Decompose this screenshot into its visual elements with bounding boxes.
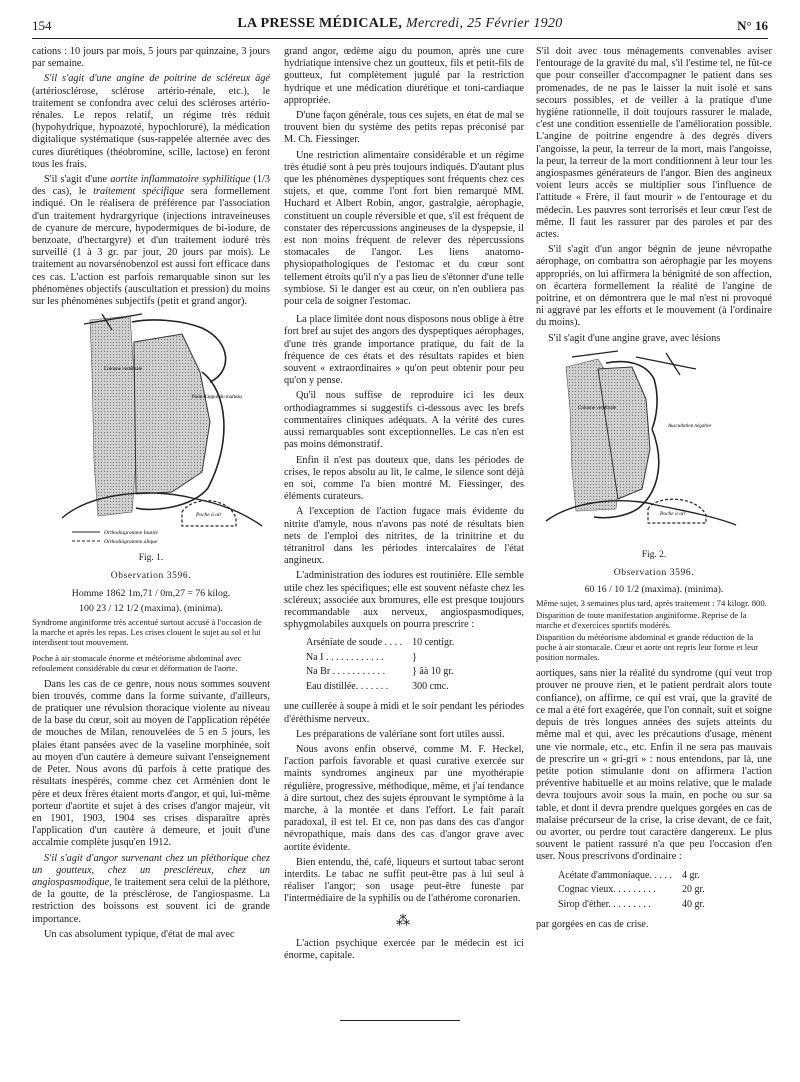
rx-name: Arséniate de soude . . . .: [306, 637, 403, 649]
paragraph: [32, 174, 270, 308]
rx-dose: 20 gr.: [681, 884, 705, 896]
label-poche: Poche à air: [196, 512, 222, 519]
journal-name: LA PRESSE MÉDICALE,: [237, 16, 403, 31]
column-3: [536, 46, 772, 934]
label-poche: Poche à air: [660, 510, 686, 517]
prescription-row: [554, 870, 709, 883]
paragraph: S'il s'agit d'une angine grave, avec lésions: [548, 332, 721, 344]
figure-2: [536, 349, 772, 545]
rx-name: Sirop d'éther. . . . . . . . .: [558, 898, 651, 910]
observation-1-note-1: Syndrome anginiforme très accentué surtout accusé à l'occasion de la marche et après les repas. Les crises clouent le sujet au sol et lui interdisent tout mouvement.: [32, 616, 262, 647]
paragraph: Une restriction alimentaire considérable et un régime très étudié sont à peu près toujours indiqués. D'autant plus que les phénomènes dyspeptiques sont fréquents chez ces sujets, et que, comme l'ont fort bien remarqué MM. Huchard et Albert Robin, angor, gastralgie, aérophagie, constituent un couple réversible et que, s'il est fréquent de constater des répercussions angineuses de la dyspepsie, il est non moins fréquent de relever des répercussions stomacales de l'angor. Les liens anatomo-physiopathologiques de l'estomac et du cœur sont tellement étroits qu'il n'y a pas lieu de s'étonner d'une telle symbiose. Si le danger est au cœur, on n'en oubliera pas pour cela de soigner l'estomac.: [284, 149, 524, 308]
observation-1-formula-2: 100 23 / 12 1/2 (maxima). (minima).: [79, 602, 223, 614]
prescription-2: [552, 868, 711, 914]
label-auscultation: Auscultation négative: [668, 423, 712, 429]
rx-dose: 300 cmc.: [412, 680, 449, 692]
issue-date: Mercredi, 25 Février 1920: [402, 16, 563, 31]
italic-term: aortite inflammatoire syphilitique: [110, 174, 251, 186]
paragraph: D'une façon générale, tous ces sujets, en état de mal se trouvent bien du système des petits repas préconisé par M. Ch. Fiessinger.: [284, 110, 524, 146]
footer-rule: [340, 1020, 460, 1021]
text: S'il s'agit d'une: [44, 174, 111, 186]
label-colonne: Colonne vertébrale: [578, 405, 617, 411]
rx-dose: 40 gr.: [681, 898, 705, 910]
italic-lead: S'il s'agit d'une angine de poitrine de scléreux âgé: [44, 73, 270, 85]
text: sera formellement indiqué. On le réalisera de préférence par l'association d'un traitement hydrargyrique (injections intraveineuses de cyanure de mercure, hypodermiques de bi-iodure, de benzoate, d'hectargyre) et d'un traitement ioduré très surveillé (1 à 3 gr. par jour, 20 jours par mois). Le traitement au novarsénobenzol est aussi fort efficace dans ces cas. L'action est parfois remarquable sinon sur les phénomènes objectifs (auscultation et pression) du moins sur les phénomènes subjectifs (petit et grand angor).: [32, 186, 270, 308]
legend-2: Orthodiagramme alique: [104, 539, 158, 546]
figure-2-caption: Fig. 2.: [641, 549, 667, 560]
paragraph: une cuillerée à soupe à midi et le soir pendant les périodes d'éréthisme nerveux.: [284, 701, 524, 725]
figure-1: [32, 312, 270, 548]
paragraph: grand angor, œdème aigu du poumon, après une cure hydriatique intensive chez un goutteux, fils et petit-fils de goutteux, fut complètement jugulé par la restriction hydrique et une médication diurétique et toni-cardiaque appropriée.: [284, 46, 524, 106]
figure-1-caption: Fig. 1.: [138, 553, 164, 564]
paragraph: A l'exception de l'action fugace mais évidente du nitrite d'amyle, nous n'avons pas noté de résultats bien nets de l'emploi des nitrites, de la trinitrine et du tétranitrol dans les périodes intercalaires de l'état angineux.: [284, 506, 524, 567]
paragraph: [32, 853, 270, 926]
observation-2-title: Observation 3596.: [613, 568, 695, 579]
page-header: [32, 16, 768, 39]
rx-dose: 10 centigr.: [412, 637, 455, 649]
prescription-1: [300, 635, 460, 695]
observation-2-note-2: Disparition de toute manifestation anginiforme. Reprise de la marche et d'exercices sportifs modérés.: [536, 610, 747, 631]
paragraph: aortiques, sans nier la réalité du syndrome (qui veut trop prouver ne prouve rien, et le patient perdrait alors toute confiance), on affirme, ce qui est vrai, que la gravité de ce mal a été fort exagérée, que l'on connaît, suit et soigne depuis de très longues années des sujets atteints du même mal et qui, avec les précautions d'usage, mènent une vie normale, etc., etc. Enfin il ne sera pas mauvais de prescrire un « gri-gri » : nous entendons, par là, une petite potion stimulante dont on affirmera l'action préventive habituelle et au moins relative, que le malade devra toujours avoir sous la main, en poche ou sur sa table, et dont il devra prendre quelques gorgées en cas de malaise précurseur de la crise, la crise devant, de ce fait, ou avorter, ou perdre tout caractère dangereux. Le plus souvent le patient rassuré n'a que peu l'occasion d'en user. Nous prescrivons d'ordinaire :: [536, 668, 772, 863]
prescription-row: [302, 637, 458, 650]
paragraph: La place limitée dont nous disposons nous oblige à être fort bref au sujet des angors des dyspeptiques aérophages, d'une très grande importance pratique, du fait de la fréquence de ces états et des résultats rapides et bien souvent « extraordinaires » qu'on peut obtenir pour peu qu'on y pense.: [284, 314, 524, 387]
heart-shadow: [134, 334, 210, 494]
paragraph: S'il doit avec tous ménagements convenables aviser l'entourage de la gravité du mal, s'il l'estime tel, ne fût-ce que pour conseiller d'accompagner le patient dans ses promenades, de ne pas le laisser la nuit isolé et sans secours possibles, et de veiller à la pratique d'une hygiène rationnelle, il doit toujours rassurer le malade, c'est une condition essentielle de l'amélioration possible. L'angine de poitrine engendre à des degrés divers l'angoisse, la peur, la terreur de la mort, mais l'angoisse, la peur, la terreur de la mort conditionnent à leur tour les angiospasmes générateurs de l'angor. Bien des angineux voient leurs accès se multiplier sous l'influence de l'attitude « Frère, il faut mourir » de l'entourage et du médecin. Les pauvres sont terrorisés et leur cœur l'est de même. Il faut les rassurer par des paroles et par des actes.: [536, 46, 772, 241]
paragraph: Bien entendu, thé, café, liqueurs et surtout tabac seront interdits. Le tabac ne suffit peut-être pas à lui seul à réaliser l'angor; son usage peut-être funeste par l'intermédiaire de la syphilis ou de l'athérome coronarien.: [284, 856, 524, 905]
rx-dose: 4 gr.: [681, 869, 700, 881]
paragraph: Qu'il nous suffise de reproduire ici les deux orthodiagrammes si suggestifs ci-dessous avec les brefs commentaires cliniques adéquats. A la vérité des cures aussi remarquables sont exceptionnelles. Le cas n'en est pas moins démonstratif.: [284, 390, 524, 451]
page-number: 154: [32, 18, 52, 33]
italic-lead: S'il s'agit d'angor survenant chez un pléthorique chez un goutteux, chez un prescléreux, chez un angiospasmodique,: [32, 852, 270, 888]
paragraph: S'il s'agit d'un angor bégnin de jeune névropathe aérophage, on combattra son aérophagie par les moyens appropriés, on lui affirmera la bénignité de son affection, on écartera formellement la réalité de l'angine de poitrine, et on démontrera que le mal n'est ni provoqué ni aggravé par les efforts et le mouvement (à l'ordinaire du moins).: [536, 244, 772, 329]
paragraph: Les préparations de valériane sont fort utiles aussi.: [296, 728, 505, 740]
observation-2-formula: 60 16 / 10 1/2 (maxima). (minima).: [584, 584, 724, 596]
label-colonne: Colonne vertébrale: [104, 367, 143, 373]
prescription-row: [302, 681, 458, 694]
text: (1/3 des cas), le: [32, 174, 270, 198]
observation-2-note-1: Même sujet, 3 semaines plus tard, après traitement : 74 kilogr. 800.: [536, 598, 767, 609]
prescription-row: [554, 884, 709, 897]
paragraph: L'administration des iodures est routinière. Elle semble utile chez les spécifiques; elle est souvent néfaste chez les scléreux; associée aux bromures, elle est presque toujours recommandable aux nerveux, angiospasmodiques, sphygmolabiles auxquels on pourra prescrire :: [284, 570, 524, 631]
text: le traitement sera celui de la pléthore, de la goutte, de la présclérose, de l'angiospasme. La restriction des boissons est souvent ici de grande importance.: [32, 876, 270, 925]
paragraph: par gorgées en cas de crise.: [536, 919, 649, 931]
spine-shadow: [90, 316, 136, 516]
text: (artériosclérose, sclérose artério-rénale, etc.), le traitement se confondra avec celui des scléroses artério-rénales. Le repos relatif, un régime très réduit (hypohydrique, hypoazoté, hypochloruré), la médication digitalique systématique (sus-rappelée alternée avec des cures diurétiques (théobromine, scille, lactose) en feront tous les frais.: [32, 85, 270, 170]
paragraph: Dans les cas de ce genre, nous nous sommes souvent bien trouvés, comme dans la forme suivante, d'ailleurs, de pratiquer une révulsion thoracique violente au niveau de la base du cœur, soit au moyen de l'application répétée de mouches de Milan, renouvelées de 5 en 5 jours, les plaies étant pansées avec de la vaseline morphinée, soit au moyen d'un cautère à demeure suivant l'enseignement de Peter. Nous avons dû parfois à cette pratique des résultats inespérés, comme chez cet Arménien dont le père et deux frères étaient morts d'angor, et qui, lui-même porteur d'aortite et sujet à des crises d'angor majeur, vit en 1901, 1903, 1904 ses crises disparaître après l'application d'un cautère à demeure, et jouit d'une accalmie complète jusqu'en 1912.: [32, 678, 270, 849]
prescription-row: [554, 899, 709, 912]
section-separator: ⁂: [396, 913, 412, 929]
observation-1-title: Observation 3596.: [110, 571, 192, 582]
orthodiagram-1: [32, 312, 270, 548]
rx-dose: } âà 10 gr.: [412, 666, 454, 678]
observation-1-note-2: Poche à air stomacale énorme et météorisme abdominal avec refoulement considérable du cœur et déformation de l'aorte.: [32, 652, 242, 673]
rx-name: Acétate d'ammoniaque. . . . .: [558, 869, 672, 881]
paragraph: Enfin il n'est pas douteux que, dans les périodes de crises, le repos absolu au lit, le calme, le silence sont déjà en soi, comme l'a bien montré M. Fiessinger, des éléments curateurs.: [284, 454, 524, 503]
rx-name: Cognac vieux. . . . . . . . .: [558, 884, 656, 896]
paragraph: [32, 73, 270, 171]
column-1: [32, 46, 270, 944]
prescription-row: [302, 652, 458, 665]
column-2: [284, 46, 524, 965]
label-point-appui: Point d'appui du marteau: [192, 395, 242, 401]
paragraph: Nous avons enfin observé, comme M. F. Heckel, l'action parfois favorable et quasi curative exercée sur maints syndromes angineux par une myothérapie régulière, progressive, méthodique, même, et j'ai tendance à dire surtout, chez des sujets éprouvant le symptôme à la marche, à la montée et dans l'effort. Le fait paraît paradoxal, il est tel. Et ce, non pas dans des cas d'angor névropathique, mais dans des cas d'angor grave avec aortite évidente.: [284, 743, 524, 853]
diaphragm-line: [546, 501, 736, 525]
orthodiagram-2: [536, 349, 772, 545]
rx-name: Na Br . . . . . . . . . . .: [306, 666, 386, 678]
issue-number: N° 16: [737, 18, 768, 33]
observation-1-formula-1: Homme 1862 1m,71 / 0m,27 = 76 kilog.: [71, 587, 231, 599]
prescription-row: [302, 666, 458, 679]
observation-2-note-3: Disparition du météorisme abdominal et grande réduction de la poche à air stomacale. Cœur et aorte ont repris leur forme et leur position normales.: [536, 632, 759, 663]
legend-1: Orthodiagramme Inutile: [104, 530, 158, 537]
paragraph: L'action psychique exercée par le médecin est ici énorme, capitale.: [284, 937, 524, 961]
rx-name: Eau distillée. . . . . . .: [306, 680, 389, 692]
paragraph: cations : 10 jours par mois, 5 jours par quinzaine, 3 jours par semaine.: [32, 46, 270, 70]
journal-title: [32, 16, 768, 32]
rx-name: Na I . . . . . . . . . . . .: [306, 651, 384, 663]
italic-term: traitement spécifique: [93, 186, 185, 198]
paragraph: Un cas absolument typique, d'état de mal avec: [44, 928, 235, 940]
rx-dose: }: [412, 651, 417, 663]
